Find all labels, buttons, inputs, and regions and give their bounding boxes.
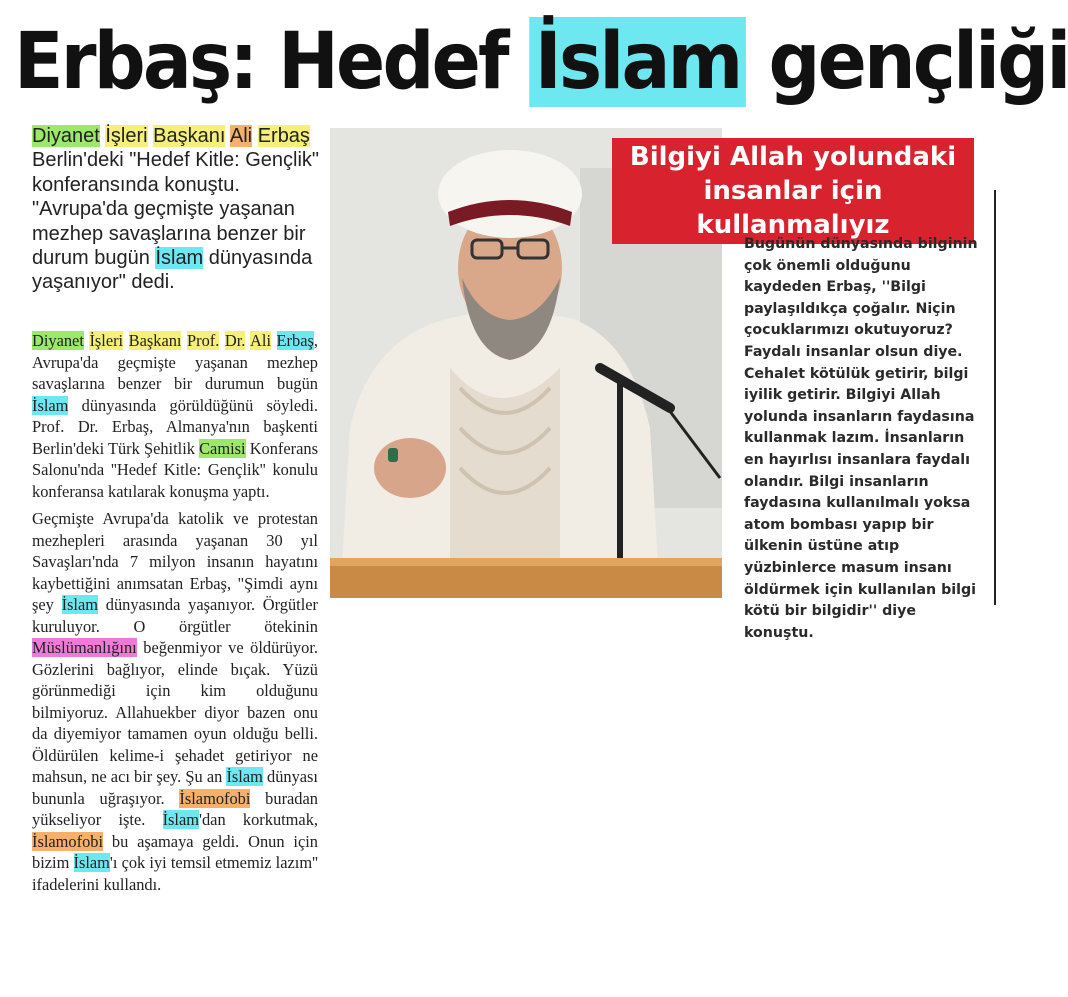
lead-highlight-baskani: Başkanı [153, 125, 226, 147]
headline-prefix: Erbaş: Hedef [14, 17, 530, 107]
body-text: 'dan korkutmak, [199, 810, 319, 829]
lead-paragraph [32, 124, 322, 295]
body-paragraph-2 [32, 508, 318, 895]
body-highlight-islam: İslam [226, 767, 263, 786]
headline [14, 14, 1068, 110]
lead-highlight-ali: Ali [229, 125, 253, 147]
body-highlight-dr: Dr. [224, 331, 246, 350]
body-text: dünyası bununla uğraşıyor. [32, 767, 318, 808]
body-highlight-camisi: Camisi [199, 438, 246, 458]
lead-text-end: dünyasında yaşanıyor" dedi. [32, 247, 313, 294]
body-text: beğenmiyor ve öldürüyor. Gözlerini bağlıyor, elinde bıçak. Yüzü görünmediği için kim olduğunu bilmiyoruz. Allahuekber diyor bazen onu da diyemiyor tamamen oyun olduğu belli. Öldürülen kelime-i şehadet getiriyor ne mahsun, ne acı bir şey. Şu an [32, 638, 318, 786]
body-text: Konferans Salonu'nda ''Hedef Kitle: Gençlik'' konulu konferansa katılarak konuşma yaptı. [32, 438, 318, 501]
body-highlight-baskani: Başkanı [128, 331, 182, 350]
body-paragraph-1 [32, 330, 318, 502]
body-highlight-islam: İslam [32, 395, 69, 415]
body-text: Geçmişte Avrupa'da katolik ve protestan mezhepleri arasında yaşanan 30 yıl Savaşları'nda 7 milyon insanın hayatını kaybettiğini anımsatan Erbaş, "Şimdi aynı şey [32, 509, 318, 614]
body-highlight-islamofobi: İslamofobi [179, 788, 251, 808]
subheadline-line-2: insanlar için kullanmalıyız [696, 176, 890, 240]
body-highlight-islamofobi: İslamofobi [32, 831, 104, 851]
subheadline-box [612, 138, 974, 244]
lead-highlight-erbas: Erbaş [257, 125, 310, 147]
headline-highlight: İslam [529, 17, 746, 107]
body-highlight-isleri: İşleri [89, 331, 124, 350]
body-highlight-erbas: Erbaş [276, 331, 314, 350]
sidebar-paragraph: Bugünün dünyasında bilginin çok önemli olduğunu kaydeden Erbaş, ''Bilgi paylaşıldıkça çoğalır. Niçin çocuklarımızı okutuyoruz? Faydalı insanlar olsun diye. Cehalet kötülük getirir, bilgi iyilik getirir. Bilgiyi Allah yolunda insanların faydasına kullanmak lazım. İnsanların en hayırlısı insanlara faydalı olandır. Bilgi insanların faydasına kullanılmalı yoksa atom bombası yapıp bir ülkenin üstüne atıp yüzbinlerce masum insanı öldürmek için kullanılan bilgi kötü bir bilgidir'' diye konuştu. [744, 236, 978, 641]
body-text: , Avrupa'da geçmişte yaşanan mezhep savaşlarına benzer bir durumun bugün [32, 331, 318, 393]
body-highlight-islam: İslam [162, 810, 200, 829]
body-text: buradan yükseliyor işte. [32, 788, 318, 829]
body-text: dünyasında görüldüğünü söyledi. Prof. Dr. Erbaş, Almanya'nın başkenti Berlin'deki Türk Şehitlik [32, 395, 318, 458]
subheadline-line-1: Bilgiyi Allah yolundaki [629, 142, 957, 172]
body-highlight-islam: İslam [73, 853, 110, 872]
body-highlight-diyanet: Diyanet [32, 331, 84, 350]
body-text: bu aşamaya geldi. Onun için bizim [32, 831, 318, 872]
lead-highlight-isleri: İşleri [105, 125, 148, 147]
headline-suffix: gençliği [746, 17, 1068, 107]
article-body [32, 330, 318, 901]
body-text: 'ı çok iyi temsil etmemiz lazım'' ifadelerini kullandı. [32, 853, 318, 894]
body-highlight-muslumanligini: Müslümanlığını [32, 638, 137, 657]
lead-text: Berlin'deki "Hedef Kitle: Gençlik" konferansında konuştu. "Avrupa'da geçmişte yaşanan mezhep savaşlarına benzer bir durum bugün [32, 149, 320, 270]
sidebar-article [744, 234, 982, 644]
lead-highlight-diyanet: Diyanet [32, 125, 100, 147]
body-text: dünyasında yaşanıyor. Örgütler kuruluyor. O örgütler ötekinin [32, 595, 318, 636]
lead-highlight-islam: İslam [155, 247, 204, 270]
body-highlight-prof: Prof. [187, 331, 220, 350]
column-rule [994, 190, 996, 605]
body-highlight-islam: İslam [61, 595, 99, 614]
body-highlight-ali: Ali [250, 331, 271, 350]
